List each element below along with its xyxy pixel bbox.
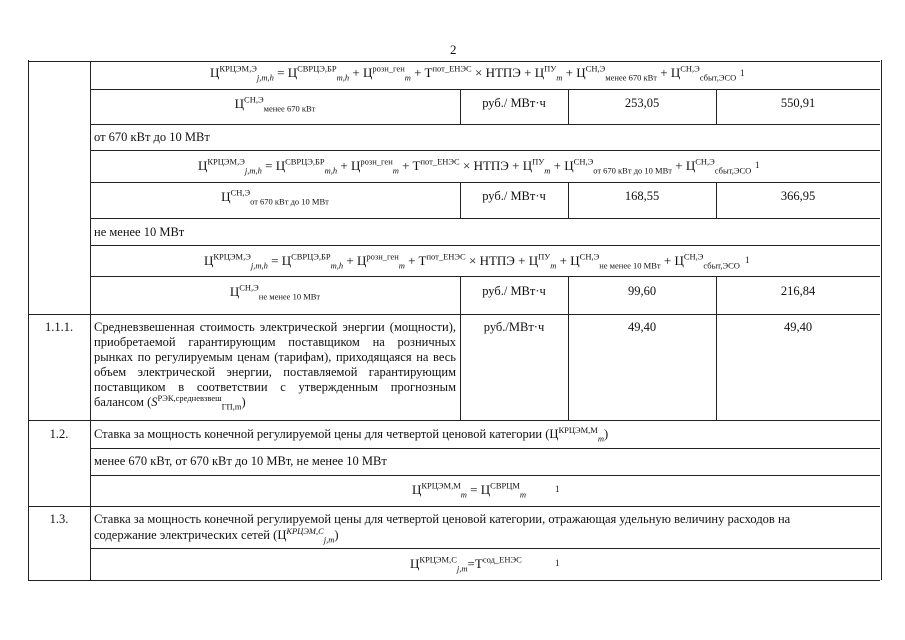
formula-energy-over-10mw: $Ц^{КРЦЭМ,Э}_{j,m,h} = Ц^{СВРЦЭ,БР}_{m,h} + Ц^{розн\_ген}_m + T^{пот\_ЕНЭС}$ × НТПЭ + $Ц^{ПУ}_m + Ц^{СН,Э}_{не менее 10 МВт} + Ц^{СН,Э}_{сбыт,ЭСО}$: [204, 251, 740, 271]
section-number: 1.1.1.: [44, 320, 74, 334]
component-label: $Ц^{СН,Э}_{от 670 кВт до 10 МВт}$: [221, 187, 329, 207]
row-rule: [28, 580, 880, 581]
row-rule: [28, 314, 880, 315]
row-rule: [90, 475, 880, 476]
row-rule: [90, 182, 880, 183]
row-rule: [90, 548, 880, 549]
scan-mark: 1: [755, 160, 760, 170]
row-rule: [90, 89, 880, 90]
value-cell: 253,05: [624, 96, 660, 110]
scan-mark: 1: [740, 68, 745, 78]
scan-mark: 1: [745, 255, 750, 265]
voltage-range-heading: от 670 кВт до 10 МВт: [94, 130, 210, 144]
section-number: 1.3.: [49, 512, 69, 526]
formula-energy-under-670kw: $Ц^{КРЦЭМ,Э}_{j,m,h} = Ц^{СВРЦЭ,БР}_{m,h} + Ц^{розн\_ген}_m + T^{пот\_ЕНЭС}$ × НТПЭ + $Ц^{ПУ}_m + Ц^{СН,Э}_{менее 670 кВт} + Ц^{СН,Э}_{сбыт,ЭСО}$: [210, 63, 737, 83]
row-rule: [90, 150, 880, 151]
row-rule: [90, 218, 880, 219]
unit-cell: руб./ МВт·ч: [482, 189, 546, 203]
scan-mark: 1: [555, 558, 560, 568]
voltage-range-heading: менее 670 кВт, от 670 кВт до 10 МВт, не менее 10 МВт: [94, 454, 387, 468]
scan-mark: 1: [555, 484, 560, 494]
section-description: Ставка за мощность конечной регулируемой цены для четвертой ценовой категории $(Ц^{КРЦЭМ,М}_m)$: [94, 424, 609, 444]
formula-energy-670kw-10mw: $Ц^{КРЦЭМ,Э}_{j,m,h} = Ц^{СВРЦЭ,БР}_{m,h} + Ц^{розн\_ген}_m + T^{пот\_ЕНЭС}$ × НТПЭ + $Ц^{ПУ}_m + Ц^{СН,Э}_{от 670 кВт до 10 МВт} + Ц^{СН,Э}_{сбыт,ЭСО}$: [198, 156, 752, 176]
component-label: $Ц^{СН,Э}_{не менее 10 МВт}$: [229, 282, 321, 302]
col-rule: [90, 61, 91, 580]
unit-cell: руб./ МВт·ч: [482, 96, 546, 110]
value-cell: 49,40: [627, 320, 657, 334]
section-number: 1.2.: [49, 427, 69, 441]
row-rule: [28, 506, 880, 507]
section-description: Ставка за мощность конечной регулируемой цены для четвертой ценовой категории, отражающая удельную величину расходов на: [94, 512, 791, 526]
row-rule: [28, 420, 880, 421]
value-cell: 216,84: [780, 284, 816, 298]
page-number: 2: [450, 42, 457, 57]
row-rule: [90, 124, 880, 125]
row-rule: [90, 245, 880, 246]
row-rule: [28, 61, 880, 62]
unit-cell: руб./ МВт·ч: [482, 284, 546, 298]
value-cell: 366,95: [780, 189, 816, 203]
row-rule: [90, 448, 880, 449]
section-description: Средневзвешенная стоимость электрической энергии (мощности), приобретаемой гарантирующим поставщиком на розничных рынках по регулируемым ценам (тарифам), приходящаяся на весь объем электрической энергии, поставляемой гарантирующим поставщиком в соответствии с утвержденным прогнозным балансом $(S^{РЭК,средневзвеш}_{ГП,m})$: [94, 320, 456, 412]
formula-network-rate: $Ц^{КРЦЭМ,С}_{j,m}=T^{сод\_ЕНЭС}$: [410, 554, 522, 574]
value-cell: 49,40: [783, 320, 813, 334]
voltage-range-heading: не менее 10 МВт: [94, 225, 185, 239]
value-cell: 550,91: [780, 96, 816, 110]
section-description-line2: содержание электрических сетей $(Ц^{КРЦЭМ,С}_{j,m})$: [94, 525, 339, 545]
unit-cell: руб./МВт·ч: [483, 320, 545, 334]
formula-capacity-rate: $Ц^{КРЦЭМ,М}_m = Ц^{СВРЦМ}_m$: [412, 480, 527, 500]
component-label: $Ц^{СН,Э}_{менее 670 кВт}$: [234, 94, 316, 114]
value-cell: 99,60: [627, 284, 657, 298]
value-cell: 168,55: [624, 189, 660, 203]
row-rule: [90, 276, 880, 277]
